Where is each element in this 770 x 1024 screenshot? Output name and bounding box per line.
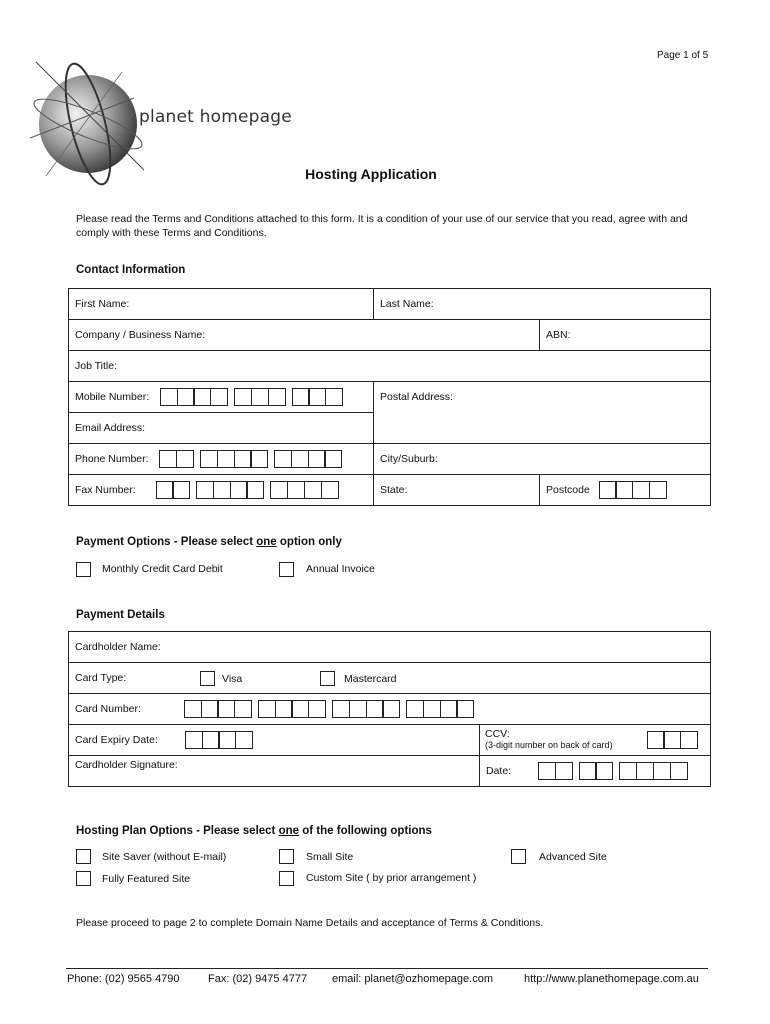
card-type-field xyxy=(69,663,711,694)
card-number-label: Card Number: xyxy=(75,702,141,715)
postal-address-label: Postal Address: xyxy=(380,391,453,403)
page-title: Hosting Application xyxy=(305,166,437,182)
mastercard-checkbox[interactable] xyxy=(320,671,335,686)
date-label: Date: xyxy=(486,764,512,777)
footer-phone: Phone: (02) 9565 4790 xyxy=(67,973,180,985)
fully-featured-checkbox[interactable] xyxy=(76,871,91,886)
logo-text: planet homepage xyxy=(139,107,292,127)
email-label: Email Address: xyxy=(75,422,146,434)
card-number-field[interactable] xyxy=(69,694,711,725)
footer-web-link[interactable]: http://www.planethomepage.com.au xyxy=(524,973,699,985)
annual-invoice-checkbox[interactable] xyxy=(279,562,294,577)
job-title-label: Job Title: xyxy=(75,360,118,372)
fax-field[interactable] xyxy=(69,475,374,506)
payment-details-table xyxy=(68,631,711,787)
cardholder-name-field[interactable] xyxy=(69,632,711,663)
ccv-field[interactable] xyxy=(480,725,711,756)
postcode-label: Postcode xyxy=(546,483,590,496)
fax-digit-boxes[interactable] xyxy=(196,481,264,499)
proceed-note: Please proceed to page 2 to complete Domain Name Details and acceptance of Terms & Conditions. xyxy=(76,917,544,929)
card-number-boxes[interactable] xyxy=(406,700,474,718)
date-boxes[interactable] xyxy=(619,762,687,780)
small-site-checkbox[interactable] xyxy=(279,849,294,864)
date-boxes[interactable] xyxy=(579,762,614,780)
custom-site-checkbox[interactable] xyxy=(279,871,294,886)
custom-site-label: Custom Site ( by prior arrangement ) xyxy=(306,872,477,884)
monthly-debit-checkbox[interactable] xyxy=(76,562,91,577)
footer-divider xyxy=(66,968,708,969)
mobile-digit-boxes[interactable] xyxy=(160,388,228,406)
phone-digit-boxes[interactable] xyxy=(274,450,342,468)
postcode-field[interactable] xyxy=(540,475,711,506)
contact-table xyxy=(68,288,711,506)
fax-digit-boxes[interactable] xyxy=(156,481,191,499)
signature-field[interactable] xyxy=(69,756,480,787)
date-field[interactable] xyxy=(480,756,711,787)
last-name-field[interactable] xyxy=(374,289,711,320)
mobile-digit-boxes[interactable] xyxy=(292,388,343,406)
mobile-label: Mobile Number: xyxy=(75,390,150,403)
fax-label: Fax Number: xyxy=(75,483,136,496)
visa-checkbox[interactable] xyxy=(200,671,215,686)
footer-email[interactable]: email: planet@ozhomepage.com xyxy=(332,973,493,985)
small-site-label: Small Site xyxy=(306,851,354,863)
mobile-field[interactable] xyxy=(69,382,374,413)
payment-details-heading: Payment Details xyxy=(76,609,165,621)
site-saver-label: Site Saver (without E-mail) xyxy=(102,851,227,863)
cardholder-name-label: Cardholder Name: xyxy=(75,641,161,653)
card-number-boxes[interactable] xyxy=(184,700,252,718)
expiry-field[interactable] xyxy=(69,725,480,756)
monthly-debit-label: Monthly Credit Card Debit xyxy=(102,563,223,575)
phone-digit-boxes[interactable] xyxy=(159,450,194,468)
abn-field[interactable] xyxy=(540,320,711,351)
advanced-site-checkbox[interactable] xyxy=(511,849,526,864)
page-number: Page 1 of 5 xyxy=(657,50,709,61)
phone-label: Phone Number: xyxy=(75,452,149,465)
fully-featured-label: Fully Featured Site xyxy=(102,873,191,885)
company-field[interactable] xyxy=(69,320,540,351)
abn-label: ABN: xyxy=(546,329,571,341)
phone-field[interactable] xyxy=(69,444,374,475)
signature-label: Cardholder Signature: xyxy=(75,759,178,771)
last-name-label: Last Name: xyxy=(380,298,434,310)
hosting-plans-heading: Hosting Plan Options - Please select one of the following options xyxy=(76,825,432,837)
intro-text: Please read the Terms and Conditions attached to this form. It is a condition of your use of our service that you read, agree with and comply with these Terms and Conditions. xyxy=(76,213,688,239)
card-number-boxes[interactable] xyxy=(332,700,400,718)
ccv-label: CCV: xyxy=(485,728,510,740)
first-name-field[interactable] xyxy=(69,289,374,320)
postcode-digit-boxes[interactable] xyxy=(599,481,667,499)
city-field[interactable] xyxy=(374,444,711,475)
job-title-field[interactable] xyxy=(69,351,711,382)
date-boxes[interactable] xyxy=(538,762,573,780)
fax-digit-boxes[interactable] xyxy=(270,481,338,499)
postal-address-field[interactable] xyxy=(374,382,711,444)
card-number-boxes[interactable] xyxy=(258,700,326,718)
first-name-label: First Name: xyxy=(75,298,130,310)
mobile-digit-boxes[interactable] xyxy=(234,388,285,406)
expiry-label: Card Expiry Date: xyxy=(75,733,158,746)
state-label: State: xyxy=(380,484,408,496)
contact-heading: Contact Information xyxy=(76,264,186,276)
site-saver-checkbox[interactable] xyxy=(76,849,91,864)
city-label: City/Suburb: xyxy=(380,453,438,465)
ccv-note: (3-digit number on back of card) xyxy=(485,740,613,750)
card-type-label: Card Type: xyxy=(75,672,127,684)
company-label: Company / Business Name: xyxy=(75,329,206,341)
phone-digit-boxes[interactable] xyxy=(200,450,268,468)
state-field[interactable] xyxy=(374,475,540,506)
expiry-boxes[interactable] xyxy=(185,731,253,749)
annual-invoice-label: Annual Invoice xyxy=(306,563,375,575)
footer-fax: Fax: (02) 9475 4777 xyxy=(208,973,308,985)
mastercard-label: Mastercard xyxy=(344,673,397,685)
ccv-boxes[interactable] xyxy=(647,731,698,749)
payment-options-heading: Payment Options - Please select one option only xyxy=(76,536,342,548)
visa-label: Visa xyxy=(222,673,243,685)
advanced-site-label: Advanced Site xyxy=(539,851,607,863)
email-field[interactable] xyxy=(69,413,374,444)
